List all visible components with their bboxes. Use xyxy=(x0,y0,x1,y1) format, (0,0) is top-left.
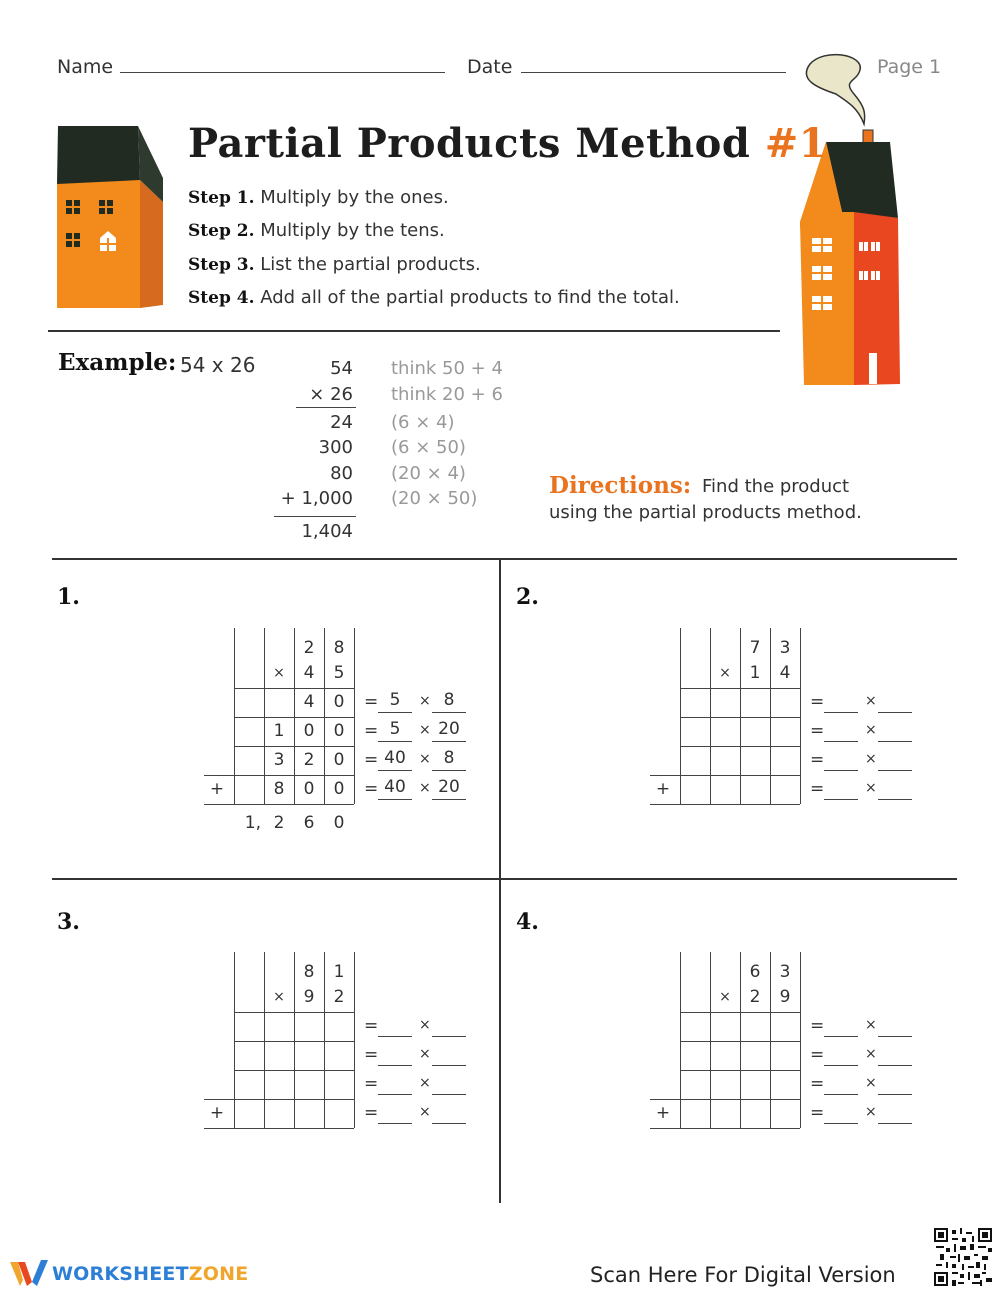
step-text: Multiply by the tens. xyxy=(260,220,445,241)
factor-blank[interactable] xyxy=(378,1072,412,1095)
grid-line-horizontal xyxy=(680,717,800,718)
factor-blank[interactable]: 20 xyxy=(432,719,466,742)
grid-line-vertical xyxy=(710,952,711,1128)
problem-number: 1. xyxy=(57,584,80,610)
top-factor-digit: 6 xyxy=(749,962,761,982)
grid-line-vertical xyxy=(234,628,235,804)
problem-number: 4. xyxy=(516,909,539,935)
top-factor-digit: 3 xyxy=(779,638,791,658)
times-sign: × xyxy=(419,1017,431,1033)
grid-line-horizontal xyxy=(234,1070,354,1071)
equals-sign: = xyxy=(364,692,379,712)
factor-blank[interactable] xyxy=(824,1072,858,1095)
grid-line-vertical xyxy=(264,952,265,1128)
grid-line-horizontal xyxy=(680,1070,800,1071)
factor-blank[interactable] xyxy=(878,1043,912,1066)
grid-line-vertical xyxy=(710,628,711,804)
example-line: 24 xyxy=(330,412,353,433)
factor-blank[interactable] xyxy=(824,748,858,771)
equals-sign: = xyxy=(810,1016,825,1036)
factor-blank[interactable]: 8 xyxy=(432,690,466,713)
name-line[interactable] xyxy=(120,72,445,73)
top-factor-digit: 8 xyxy=(333,638,345,658)
plus-sign: + xyxy=(209,779,225,799)
times-sign: × xyxy=(419,780,431,796)
equals-sign: = xyxy=(364,1045,379,1065)
grid-line-horizontal xyxy=(680,688,800,689)
times-sign: × xyxy=(273,989,285,1005)
example-problem: 54 x 26 xyxy=(180,353,256,377)
footer-logo[interactable] xyxy=(52,1263,248,1285)
total-digit[interactable]: 2 xyxy=(273,813,285,833)
factor-blank[interactable] xyxy=(824,719,858,742)
grid-line-horizontal xyxy=(204,1099,354,1100)
logo-accent-text: ZONE xyxy=(188,1263,249,1285)
bottom-factor-digit: 4 xyxy=(303,663,315,683)
bottom-factor-digit: 2 xyxy=(333,987,345,1007)
times-sign: × xyxy=(719,665,731,681)
qr-code-icon[interactable] xyxy=(934,1228,992,1286)
times-sign: × xyxy=(419,751,431,767)
title-number: #1 xyxy=(764,120,828,167)
factor-blank[interactable] xyxy=(824,1014,858,1037)
grid-divider-middle xyxy=(52,878,957,880)
times-sign: × xyxy=(865,1017,877,1033)
grid-line-horizontal xyxy=(234,746,354,747)
times-sign: × xyxy=(865,1046,877,1062)
equals-sign: = xyxy=(810,1103,825,1123)
factor-blank[interactable]: 5 xyxy=(378,690,412,713)
example-label: Example: xyxy=(58,349,177,376)
grid-line-vertical xyxy=(800,952,801,1128)
chimney-house-illustration xyxy=(778,50,908,390)
grid-line-horizontal xyxy=(204,804,354,805)
plus-sign: + xyxy=(655,1103,671,1123)
factor-blank[interactable] xyxy=(824,1043,858,1066)
partial-product-cell[interactable]: 0 xyxy=(303,721,315,741)
grid-line-horizontal xyxy=(650,1099,800,1100)
factor-blank[interactable]: 20 xyxy=(432,777,466,800)
step-label: Step 4. xyxy=(188,288,255,308)
grid-line-vertical xyxy=(354,628,355,804)
factor-blank[interactable] xyxy=(432,1072,466,1095)
example-note: think 50 + 4 xyxy=(391,358,503,379)
grid-line-horizontal xyxy=(680,1012,800,1013)
times-sign: × xyxy=(865,693,877,709)
step-1 xyxy=(188,187,449,208)
step-label: Step 2. xyxy=(188,221,255,241)
grid-line-horizontal xyxy=(204,775,354,776)
grid-divider-top xyxy=(52,558,957,560)
top-factor-digit: 7 xyxy=(749,638,761,658)
bottom-factor-digit: 4 xyxy=(779,663,791,683)
factor-blank[interactable] xyxy=(878,777,912,800)
example-note: think 20 + 6 xyxy=(391,384,503,405)
section-divider xyxy=(48,330,780,332)
example-line: 300 xyxy=(318,437,353,458)
equals-sign: = xyxy=(364,750,379,770)
partial-product-cell[interactable]: 0 xyxy=(333,750,345,770)
grid-line-vertical xyxy=(354,952,355,1128)
partial-product-cell[interactable]: 1 xyxy=(273,721,285,741)
factor-blank[interactable] xyxy=(878,719,912,742)
directions-text: using the partial products method. xyxy=(549,502,862,523)
top-factor-digit: 1 xyxy=(333,962,345,982)
times-sign: × xyxy=(865,1075,877,1091)
step-label: Step 1. xyxy=(188,188,255,208)
partial-product-cell[interactable]: 3 xyxy=(273,750,285,770)
times-sign: × xyxy=(865,722,877,738)
worksheetzone-logo-icon xyxy=(8,1258,48,1290)
step-3 xyxy=(188,254,481,275)
grid-line-horizontal xyxy=(204,1128,354,1129)
factor-blank[interactable] xyxy=(824,690,858,713)
factor-blank[interactable] xyxy=(824,777,858,800)
grid-line-horizontal xyxy=(234,1041,354,1042)
example-line: 54 xyxy=(330,358,353,379)
step-label: Step 3. xyxy=(188,255,255,275)
bottom-factor-digit: 1 xyxy=(749,663,761,683)
factor-blank[interactable] xyxy=(432,1043,466,1066)
factor-blank[interactable] xyxy=(378,1101,412,1124)
date-line[interactable] xyxy=(521,72,786,73)
factor-blank[interactable]: 5 xyxy=(378,719,412,742)
factor-blank[interactable]: 40 xyxy=(378,777,412,800)
grid-line-vertical xyxy=(800,628,801,804)
grid-line-vertical xyxy=(680,952,681,1128)
partial-product-cell[interactable]: 0 xyxy=(333,779,345,799)
grid-line-horizontal xyxy=(650,804,800,805)
step-text: Add all of the partial products to find the total. xyxy=(260,287,680,308)
name-label: Name xyxy=(57,56,114,78)
total-digit[interactable]: 1, xyxy=(244,813,261,833)
step-text: Multiply by the ones. xyxy=(260,187,449,208)
equals-sign: = xyxy=(364,1016,379,1036)
grid-line-horizontal xyxy=(234,688,354,689)
times-sign: × xyxy=(419,693,431,709)
equals-sign: = xyxy=(364,779,379,799)
factor-blank[interactable] xyxy=(878,1072,912,1095)
step-text: List the partial products. xyxy=(260,254,481,275)
equals-sign: = xyxy=(810,692,825,712)
times-sign: × xyxy=(865,751,877,767)
factor-blank[interactable] xyxy=(878,1014,912,1037)
grid-line-vertical xyxy=(264,628,265,804)
times-sign: × xyxy=(865,780,877,796)
total-digit[interactable]: 0 xyxy=(333,813,345,833)
top-factor-digit: 8 xyxy=(303,962,315,982)
partial-product-cell[interactable]: 0 xyxy=(333,721,345,741)
step-2 xyxy=(188,220,445,241)
times-sign: × xyxy=(719,989,731,1005)
equals-sign: = xyxy=(810,750,825,770)
equals-sign: = xyxy=(364,721,379,741)
example-note: (20 × 50) xyxy=(391,488,478,509)
times-sign: × xyxy=(419,1075,431,1091)
times-sign: × xyxy=(273,665,285,681)
grid-divider-vertical xyxy=(499,558,501,1203)
example-rule xyxy=(274,516,356,517)
directions-label: Directions: xyxy=(549,472,692,499)
factor-blank[interactable]: 40 xyxy=(378,748,412,771)
problem-number: 3. xyxy=(57,909,80,935)
grid-line-horizontal xyxy=(680,1041,800,1042)
equals-sign: = xyxy=(810,1045,825,1065)
factor-blank[interactable] xyxy=(824,1101,858,1124)
total-digit[interactable]: 6 xyxy=(303,813,315,833)
grid-line-vertical xyxy=(234,952,235,1128)
house-illustration xyxy=(50,120,170,310)
factor-blank[interactable] xyxy=(432,1014,466,1037)
example-note: (6 × 50) xyxy=(391,437,466,458)
times-sign: × xyxy=(419,1046,431,1062)
top-factor-digit: 2 xyxy=(303,638,315,658)
equals-sign: = xyxy=(810,721,825,741)
grid-line-horizontal xyxy=(234,717,354,718)
title-main: Partial Products Method xyxy=(188,120,765,167)
factor-blank[interactable] xyxy=(432,1101,466,1124)
bottom-factor-digit: 2 xyxy=(749,987,761,1007)
smoke-icon xyxy=(806,55,864,124)
directions-text: Find the product xyxy=(702,476,850,497)
equals-sign: = xyxy=(364,1103,379,1123)
example-note: (20 × 4) xyxy=(391,463,466,484)
grid-line-horizontal xyxy=(234,1012,354,1013)
example-note: (6 × 4) xyxy=(391,412,455,433)
partial-product-cell[interactable]: 2 xyxy=(303,750,315,770)
factor-blank[interactable] xyxy=(378,1043,412,1066)
example-rule xyxy=(296,407,356,408)
logo-main-text: WORKSHEET xyxy=(52,1263,189,1285)
example-line: + 1,000 xyxy=(280,488,353,509)
date-label: Date xyxy=(467,56,513,78)
page-number: Page 1 xyxy=(877,56,942,78)
equals-sign: = xyxy=(810,779,825,799)
factor-blank[interactable] xyxy=(878,1101,912,1124)
top-factor-digit: 3 xyxy=(779,962,791,982)
scan-text: Scan Here For Digital Version xyxy=(590,1263,896,1287)
bottom-factor-digit: 9 xyxy=(303,987,315,1007)
plus-sign: + xyxy=(655,779,671,799)
plus-sign: + xyxy=(209,1103,225,1123)
grid-line-horizontal xyxy=(650,1128,800,1129)
equals-sign: = xyxy=(364,1074,379,1094)
bottom-factor-digit: 5 xyxy=(333,663,345,683)
problem-number: 2. xyxy=(516,584,539,610)
factor-blank[interactable]: 8 xyxy=(432,748,466,771)
factor-blank[interactable] xyxy=(378,1014,412,1037)
grid-line-horizontal xyxy=(650,775,800,776)
times-sign: × xyxy=(865,1104,877,1120)
times-sign: × xyxy=(419,1104,431,1120)
grid-line-vertical xyxy=(680,628,681,804)
equals-sign: = xyxy=(810,1074,825,1094)
step-4 xyxy=(188,287,680,308)
factor-blank[interactable] xyxy=(878,690,912,713)
worksheet-title xyxy=(188,120,827,167)
factor-blank[interactable] xyxy=(878,748,912,771)
partial-product-cell[interactable]: 4 xyxy=(303,692,315,712)
partial-product-cell[interactable]: 0 xyxy=(333,692,345,712)
example-line: 80 xyxy=(330,463,353,484)
partial-product-cell[interactable]: 8 xyxy=(273,779,285,799)
example-total: 1,404 xyxy=(301,521,353,542)
example-line: × 26 xyxy=(309,384,353,405)
bottom-factor-digit: 9 xyxy=(779,987,791,1007)
times-sign: × xyxy=(419,722,431,738)
grid-line-horizontal xyxy=(680,746,800,747)
partial-product-cell[interactable]: 0 xyxy=(303,779,315,799)
